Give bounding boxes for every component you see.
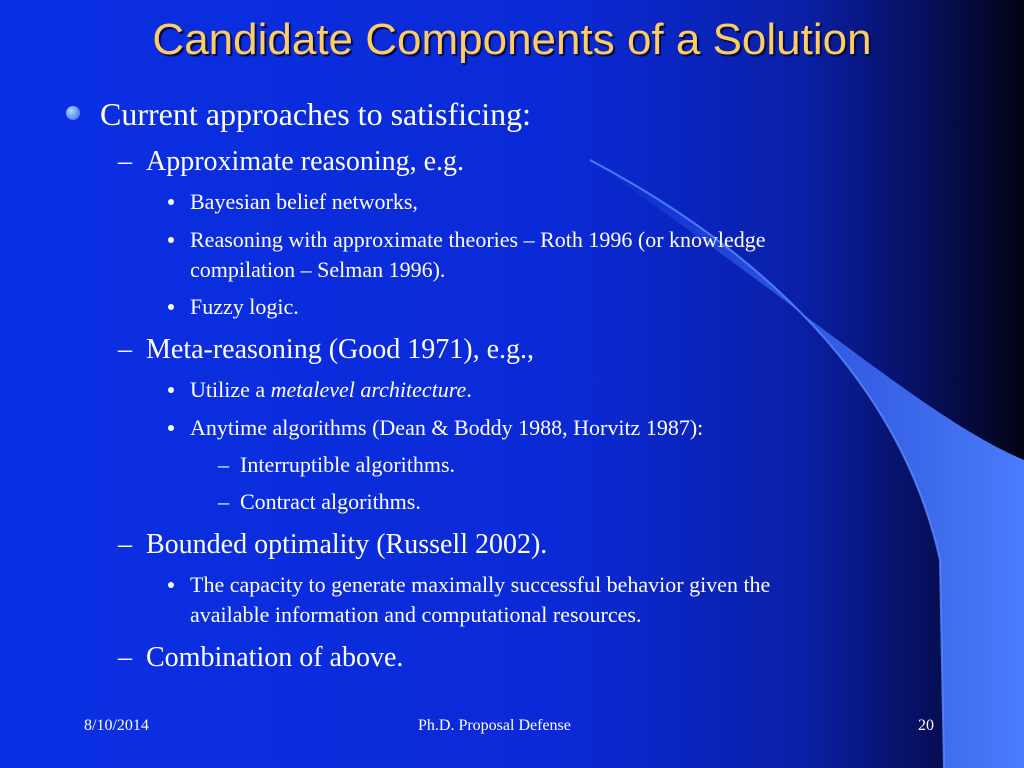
round-bullet-icon bbox=[66, 106, 80, 120]
bullet-text-emphasis: metalevel architecture bbox=[270, 377, 467, 402]
footer-title: Ph.D. Proposal Defense bbox=[418, 717, 571, 734]
footer-page-number: 20 bbox=[918, 717, 934, 734]
bullet-item-level1: Current approaches to satisficing: bbox=[100, 96, 531, 132]
dash-bullet-icon: – bbox=[118, 642, 132, 673]
footer-date: 8/10/2014 bbox=[84, 717, 149, 734]
bullet-item-level3-line2: compilation – Selman 1996). bbox=[190, 257, 446, 282]
small-bullet-icon bbox=[168, 582, 174, 588]
dash-bullet-icon: – bbox=[118, 334, 132, 365]
bullet-item-level2: Bounded optimality (Russell 2002). bbox=[146, 529, 548, 560]
small-bullet-icon bbox=[168, 387, 174, 393]
dash-bullet-icon: – bbox=[118, 146, 132, 177]
bullet-item-level4: Contract algorithms. bbox=[240, 489, 421, 514]
slide-title: Candidate Components of a Solution bbox=[152, 15, 872, 64]
small-bullet-icon bbox=[168, 237, 174, 243]
bullet-item-level2: Combination of above. bbox=[146, 642, 404, 673]
small-bullet-icon bbox=[168, 425, 174, 431]
small-bullet-icon bbox=[168, 199, 174, 205]
bullet-item-level2: Meta-reasoning (Good 1971), e.g., bbox=[146, 334, 535, 365]
small-bullet-icon bbox=[168, 304, 174, 310]
dash-bullet-icon: – bbox=[218, 452, 229, 477]
dash-bullet-icon: – bbox=[218, 489, 229, 514]
bullet-item-level3-line1: Reasoning with approximate theories – Roth 1996 (or knowledge bbox=[190, 227, 766, 252]
dash-bullet-icon: – bbox=[118, 529, 132, 560]
bullet-item-level3: Fuzzy logic. bbox=[190, 294, 299, 319]
bullet-text-suffix: . bbox=[466, 377, 472, 402]
bullet-item-level3-line2: available information and computational resources. bbox=[190, 602, 642, 627]
bullet-item-level2: Approximate reasoning, e.g. bbox=[146, 146, 465, 177]
bullet-text-prefix: Utilize a bbox=[190, 377, 271, 402]
bullet-item-level3 bbox=[190, 375, 472, 405]
bullet-item-level3: Bayesian belief networks, bbox=[190, 189, 418, 214]
bullet-item-level3: Anytime algorithms (Dean & Boddy 1988, Horvitz 1987): bbox=[190, 415, 704, 440]
bullet-item-level4: Interruptible algorithms. bbox=[240, 452, 456, 477]
bullet-item-level3-line1: The capacity to generate maximally successful behavior given the bbox=[190, 572, 771, 597]
